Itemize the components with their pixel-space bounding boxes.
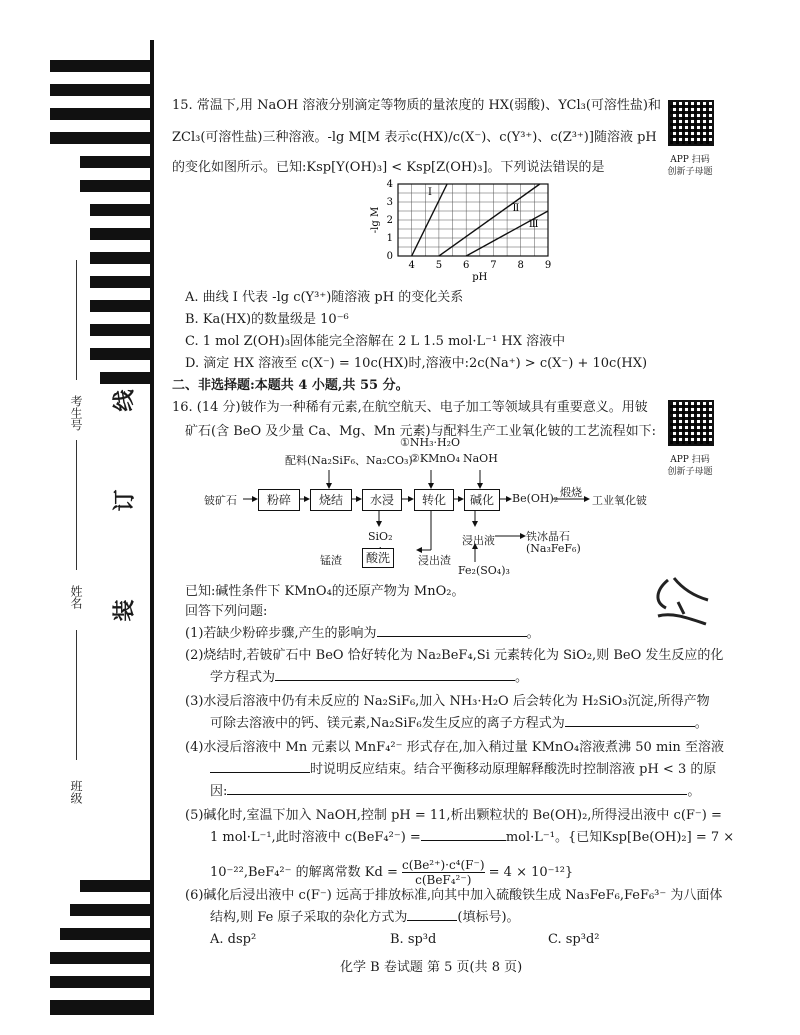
qr-label-scan: APP 扫码 — [670, 455, 710, 465]
q16-part-3a: (3)水浸后溶液中仍有未反应的 Na₂SiF₆,加入 NH₃·H₂O 后会转化为 H₂SiO₃沉淀,所得产物 — [185, 694, 710, 709]
q16-part-2b: 学方程式为 。 — [210, 670, 529, 685]
y-tick-label: 2 — [386, 215, 393, 226]
flow-reagent-ingredients: 配料(Na₂SiF₆、Na₂CO₃) — [285, 454, 413, 467]
series-label: Ⅱ — [512, 203, 520, 214]
handwriting-mark — [648, 572, 718, 632]
binding-bar — [50, 952, 150, 964]
series-label: Ⅰ — [428, 186, 432, 198]
choice-a: A. dsp² — [210, 932, 257, 947]
page-footer: 化学 B 卷试题 第 5 页(共 8 页) — [340, 960, 523, 975]
name-label: 姓名 — [69, 585, 83, 609]
q15-chart — [360, 178, 560, 283]
x-axis-label: pH — [472, 272, 488, 283]
binding-bar — [60, 928, 150, 940]
answer-blank-3[interactable] — [565, 726, 695, 727]
q15-option-a: A. 曲线 Ⅰ 代表 -lg c(Y³⁺)随溶液 pH 的变化关系 — [185, 290, 464, 305]
binding-bar — [50, 976, 150, 988]
binding-bar — [80, 156, 150, 168]
binding-bar — [50, 84, 150, 96]
binding-bar — [50, 132, 150, 144]
flow-reagent-nh3: ①NH₃·H₂O — [400, 436, 461, 449]
answer-blank-5[interactable] — [421, 840, 506, 841]
q16-line-1: 16. (14 分)铍作为一种稀有元素,在航空航天、电子加工等领域具有重要意义。用铍 — [172, 400, 648, 415]
flow-step-alkalize: 碱化 — [464, 489, 500, 511]
q16-part-6a: (6)碱化后浸出液中 c(F⁻) 远高于排放标准,向其中加入硫酸铁生成 Na₃FeF₆,FeF₆³⁻ 为八面体 — [185, 888, 723, 903]
y-tick-label: 3 — [386, 197, 393, 208]
q15-line-3: 的变化如图所示。已知:Ksp[Y(OH)₃] < Ksp[Z(OH)₃]。下列说法错误的是 — [172, 160, 605, 175]
q16-part-5c: 10⁻²²,BeF₄²⁻ 的解离常数 Kd = c(Be²⁺)·c⁴(F⁻) c(BeF₄²⁻) = 4 × 10⁻¹²} — [210, 858, 574, 887]
qr-code-icon[interactable] — [668, 100, 714, 146]
x-tick-label: 5 — [435, 260, 443, 271]
q16-answer-prompt: 回答下列问题: — [185, 604, 268, 619]
section-2-heading: 二、非选择题:本题共 4 小题,共 55 分。 — [172, 378, 409, 393]
binding-bar — [100, 372, 150, 384]
kd-fraction: c(Be²⁺)·c⁴(F⁻) c(BeF₄²⁻) — [401, 858, 485, 887]
flow-cryolite-formula: (Na₃FeF₆) — [526, 542, 581, 555]
flow-step-water-leach: 水浸 — [362, 489, 402, 511]
q15-option-b: B. Ka(HX)的数量级是 10⁻⁶ — [185, 312, 349, 327]
q16-part-3b: 可除去溶液中的钙、镁元素,Na₂SiF₆发生反应的离子方程式为 。 — [210, 716, 708, 731]
qr-label-title: 创新子母题 — [667, 467, 713, 477]
binding-bar — [50, 1000, 150, 1015]
binding-bar — [90, 300, 150, 312]
flow-calcine: 煅烧 — [560, 486, 582, 499]
binding-line — [150, 40, 154, 1015]
binding-bar — [50, 108, 150, 120]
binding-strip — [50, 40, 150, 1015]
flow-product-beo: 工业氧化铍 — [592, 494, 647, 507]
binding-char-ding: 订 — [111, 489, 138, 512]
underline-name — [76, 440, 77, 570]
binding-char-zhuang: 装 — [111, 599, 138, 622]
student-no-label: 考生号 — [69, 395, 83, 431]
q16-part-4c: 因: 。 — [210, 784, 701, 799]
class-label: 班级 — [69, 780, 83, 804]
q16-part-4b: 时说明反应结束。结合平衡移动原理解释酸洗时控制溶液 pH < 3 的原 — [210, 762, 716, 778]
x-tick-label: 8 — [517, 260, 524, 271]
q16-line-2: 矿石(含 BeO 及少量 Ca、Mg、Mn 元素)与配料生产工业氧化铍的工艺流程如下: — [185, 424, 656, 439]
flow-step-crush: 粉碎 — [258, 489, 300, 511]
flow-leach-residue: 浸出渣 — [418, 554, 451, 567]
answer-blank-6[interactable] — [407, 920, 457, 921]
y-tick-label: 4 — [386, 179, 393, 190]
q15-line-2: ZCl₃(可溶性盐)三种溶液。-lg M[M 表示c(HX)/c(X⁻)、c(Y³⁺)、c(Z³⁺)]随溶液 pH — [172, 130, 657, 145]
q16-part-4a: (4)水浸后溶液中 Mn 元素以 MnF₄²⁻ 形式存在,加入稍过量 KMnO₄溶液煮沸 50 min 至溶液 — [185, 740, 724, 755]
binding-bar — [90, 204, 150, 216]
flow-step-sinter: 烧结 — [310, 489, 352, 511]
flow-reagent-naoh: NaOH — [463, 452, 498, 465]
binding-bar — [90, 228, 150, 240]
x-tick-label: 6 — [462, 260, 470, 271]
answer-blank-4a[interactable] — [210, 772, 310, 773]
q16-part-2a: (2)烧结时,若铍矿石中 BeO 恰好转化为 Na₂BeF₄,Si 元素转化为 SiO₂,则 BeO 发生反应的化 — [185, 648, 724, 663]
flow-cryolite: 铁冰晶石 — [526, 530, 570, 543]
qr-code-icon[interactable] — [668, 400, 714, 446]
choice-c: C. sp³d² — [548, 932, 600, 947]
binding-bar — [90, 348, 150, 360]
y-axis-label: -lg M — [370, 206, 381, 234]
series-label: Ⅲ — [528, 219, 539, 231]
flow-reagent-kmno4: ②KMnO₄ — [410, 452, 460, 465]
q15-option-c: C. 1 mol Z(OH)₃固体能完全溶解在 2 L 1.5 mol·L⁻¹ HX 溶液中 — [185, 334, 566, 349]
binding-char-line: 线 — [111, 389, 138, 412]
x-tick-label: 7 — [490, 260, 497, 271]
q15-line-1: 15. 常温下,用 NaOH 溶液分别滴定等物质的量浓度的 HX(弱酸)、YCl₃(可溶性盐)和 — [172, 98, 662, 113]
binding-bar — [50, 60, 150, 72]
q16-part-1: (1)若缺少粉碎步骤,产生的影响为 。 — [185, 626, 540, 641]
binding-bar — [70, 904, 150, 916]
y-tick-label: 1 — [386, 233, 393, 244]
binding-bar — [90, 276, 150, 288]
flow-start: 铍矿石 — [204, 494, 237, 507]
qr-label-title: 创新子母题 — [667, 167, 713, 177]
binding-bar — [80, 180, 150, 192]
q16-known: 已知:碱性条件下 KMnO₄的还原产物为 MnO₂。 — [185, 584, 465, 599]
flow-step-convert: 转化 — [414, 489, 454, 511]
flow-leach-liquid: 浸出液 — [462, 534, 495, 547]
x-tick-label: 9 — [544, 260, 552, 271]
underline-class — [76, 630, 77, 760]
q16-part-5a: (5)碱化时,室温下加入 NaOH,控制 pH = 11,析出颗粒状的 Be(OH)₂,所得浸出液中 c(F⁻) = — [185, 808, 722, 823]
binding-bar — [90, 324, 150, 336]
qr-label-scan: APP 扫码 — [670, 155, 710, 165]
answer-blank-1[interactable] — [377, 636, 527, 637]
q16-part-5b: 1 mol·L⁻¹,此时溶液中 c(BeF₄²⁻) = mol·L⁻¹。{已知Ksp[Be(OH)₂] = 7 × — [210, 830, 735, 845]
flow-mn-residue: 锰渣 — [320, 554, 342, 567]
q16-part-6b: 结构,则 Fe 原子采取的杂化方式为 (填标号)。 — [210, 910, 520, 925]
choice-b: B. sp³d — [390, 932, 437, 947]
flow-sio2: SiO₂ — [368, 530, 393, 543]
y-tick-label: 0 — [386, 251, 393, 262]
flow-fe2so43: Fe₂(SO₄)₃ — [458, 564, 510, 577]
q15-option-d: D. 滴定 HX 溶液至 c(X⁻) = 10c(HX)时,溶液中:2c(Na⁺) > c(X⁻) + 10c(HX) — [185, 356, 648, 371]
underline-student-no — [76, 260, 77, 380]
flow-step-acid-wash: 酸洗 — [362, 548, 394, 568]
binding-bar — [80, 880, 150, 892]
flow-product-beoh2: Be(OH)₂ — [512, 492, 559, 505]
x-tick-label: 4 — [408, 260, 415, 271]
binding-bar — [90, 252, 150, 264]
answer-blank-4b[interactable] — [227, 794, 687, 795]
answer-blank-2[interactable] — [275, 680, 515, 681]
